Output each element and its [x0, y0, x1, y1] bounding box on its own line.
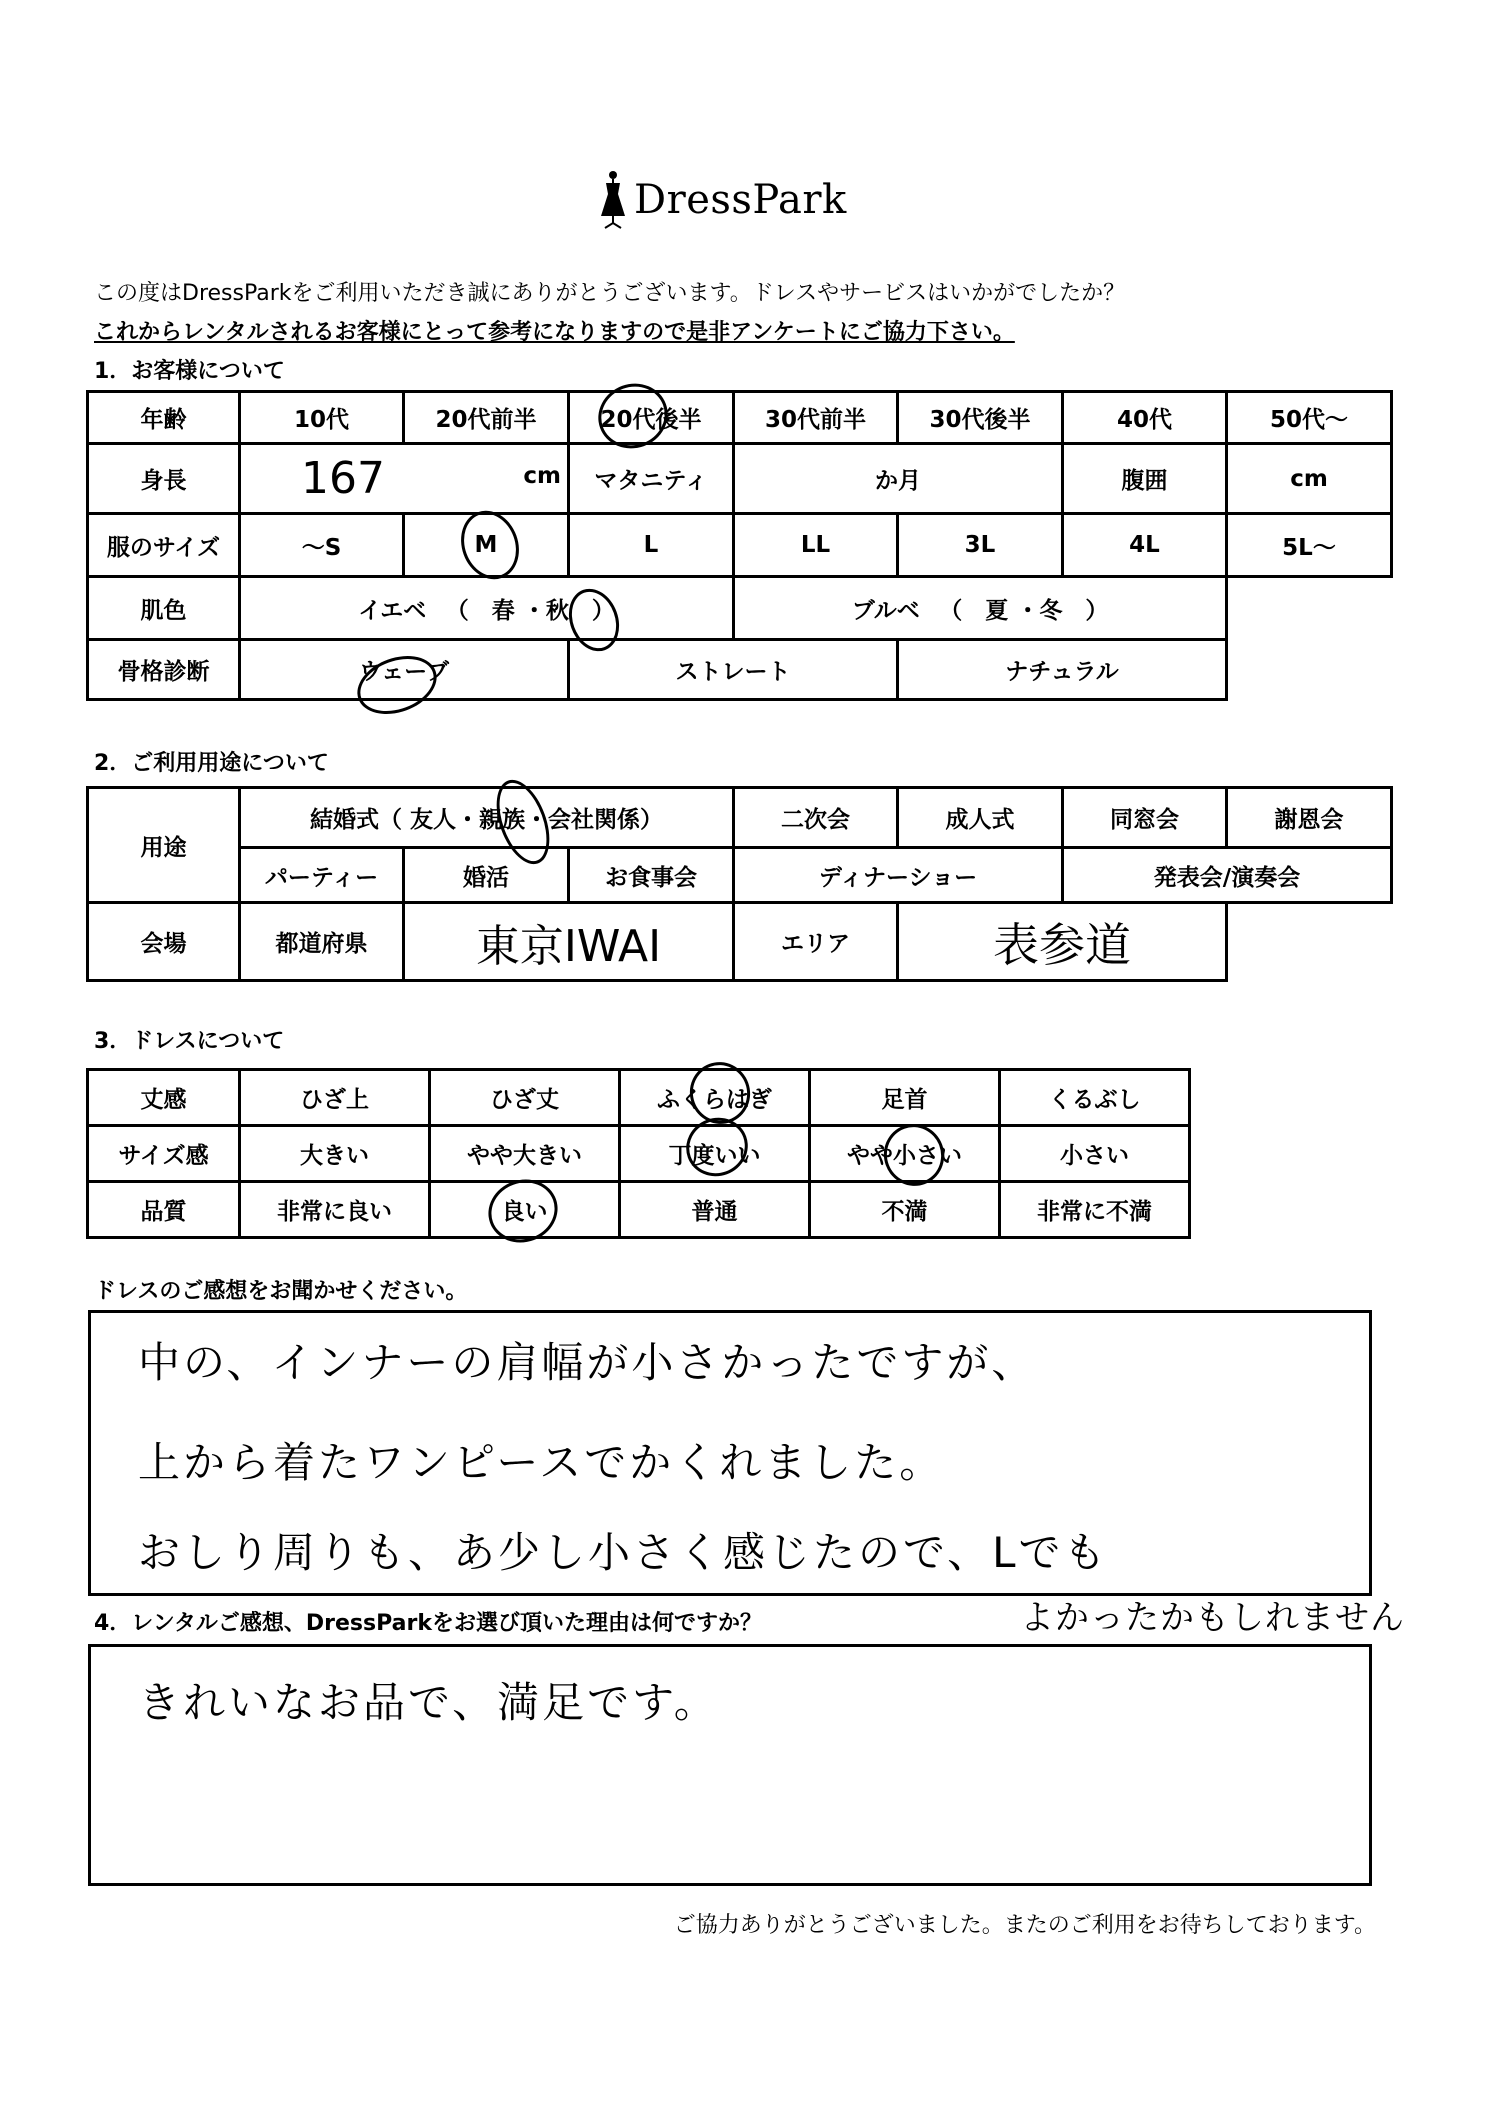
area-label: エリア	[734, 903, 898, 981]
impression-line-2: 上から着たワンピースでかくれました。	[138, 1438, 945, 1487]
yellow-base-field[interactable]: イエベ （ 春 ・秋 ）	[240, 577, 734, 640]
purpose-option[interactable]: 成人式	[898, 788, 1063, 848]
months-unit: か月	[875, 468, 921, 494]
dress-table	[86, 1068, 1191, 1239]
empty-cell	[1227, 640, 1392, 700]
logo-text: DressPark	[634, 177, 847, 223]
quality-option-selected[interactable]: 良い	[430, 1182, 620, 1238]
quality-option[interactable]: 非常に不満	[1000, 1182, 1190, 1238]
length-option[interactable]: ひざ丈	[430, 1070, 620, 1126]
quality-option[interactable]: 普通	[620, 1182, 810, 1238]
length-option-selected[interactable]: ふくらはぎ	[620, 1070, 810, 1126]
length-option[interactable]: ひざ上	[240, 1070, 430, 1126]
prefecture-label: 都道府県	[240, 903, 404, 981]
winter-option[interactable]: 冬	[1039, 597, 1063, 624]
spring-option[interactable]: 春	[491, 597, 515, 624]
fit-row	[88, 1126, 1190, 1182]
frame-option[interactable]: ナチュラル	[898, 640, 1227, 700]
maternity-months[interactable]	[734, 444, 1063, 514]
prefecture-value: 東京IWAI	[475, 920, 662, 972]
dress-mannequin-icon	[600, 170, 626, 230]
size-option[interactable]: 3L	[898, 514, 1063, 577]
company-option[interactable]: 会社関係	[548, 807, 640, 833]
family-option-selected[interactable]: 親族	[479, 807, 525, 833]
purpose-option[interactable]: 婚活	[404, 848, 569, 903]
purpose-label: 用途	[88, 788, 240, 903]
height-row	[88, 444, 1392, 514]
customer-table	[86, 390, 1393, 701]
purpose-option[interactable]: 二次会	[734, 788, 898, 848]
age-label: 年齢	[88, 392, 240, 444]
dresspark-logo	[600, 170, 847, 230]
belly-label: 腹囲	[1063, 444, 1227, 514]
usage-table	[86, 786, 1393, 982]
venue-row	[88, 903, 1392, 981]
size-option[interactable]: 4L	[1063, 514, 1227, 577]
impression-line-4: よかったかもしれません	[1020, 1598, 1405, 1638]
reason-answer: きれいなお品で、満足です。	[138, 1678, 719, 1727]
fit-option[interactable]: 丁度いい	[620, 1126, 810, 1182]
length-option[interactable]: 足首	[810, 1070, 1000, 1126]
age-option[interactable]: 30代後半	[898, 392, 1063, 444]
age-option[interactable]: 10代	[240, 392, 404, 444]
quality-option[interactable]: 非常に良い	[240, 1182, 430, 1238]
size-row	[88, 514, 1392, 577]
autumn-option-selected[interactable]: 秋	[545, 597, 569, 624]
venue-label: 会場	[88, 903, 240, 981]
fit-option-selected[interactable]: やや小さい	[810, 1126, 1000, 1182]
fit-option[interactable]: 大きい	[240, 1126, 430, 1182]
size-option-selected[interactable]: M	[404, 514, 569, 577]
frame-option[interactable]: ストレート	[569, 640, 898, 700]
skin-row	[88, 577, 1392, 640]
skin-label: 肌色	[88, 577, 240, 640]
section2-title: 2．ご利用用途について	[94, 751, 329, 776]
size-option[interactable]: LL	[734, 514, 898, 577]
size-option[interactable]: 5L～	[1227, 514, 1392, 577]
footer-thanks: ご協力ありがとうございました。またのご利用をお待ちしております。	[673, 1913, 1376, 1938]
intro-line-1: この度はDressParkをご利用いただき誠にありがとうございます。ドレスやサービスはいかがでしたか？	[94, 281, 1126, 306]
age-option[interactable]: 40代	[1063, 392, 1227, 444]
size-option[interactable]: ～S	[240, 514, 404, 577]
impression-label: ドレスのご感想をお聞かせください。	[94, 1279, 468, 1304]
age-option[interactable]: 30代前半	[734, 392, 898, 444]
age-option-selected[interactable]: 20代後半	[569, 392, 734, 444]
size-option[interactable]: L	[569, 514, 734, 577]
wedding-label: 結婚式	[309, 807, 379, 833]
height-label: 身長	[88, 444, 240, 514]
friend-option[interactable]: 友人	[410, 807, 456, 833]
quality-option[interactable]: 不満	[810, 1182, 1000, 1238]
age-option[interactable]: 50代～	[1227, 392, 1392, 444]
length-label: 丈感	[88, 1070, 240, 1126]
impression-line-1: 中の、インナーの肩幅が小さかったですが、	[138, 1338, 1037, 1387]
height-field[interactable]	[240, 444, 569, 514]
fit-option[interactable]: やや大きい	[430, 1126, 620, 1182]
age-option[interactable]: 20代前半	[404, 392, 569, 444]
intro-line-2: これからレンタルされるお客様にとって参考になりますので是非アンケートにご協力下さい。	[94, 320, 1015, 345]
purpose-option[interactable]: ディナーショー	[734, 848, 1063, 903]
section4-title: 4．レンタルご感想、DressParkをお選び頂いた理由は何ですか？	[94, 1611, 762, 1636]
age-row	[88, 392, 1392, 444]
section1-title: 1．お客様について	[94, 359, 285, 384]
prefecture-field[interactable]	[404, 903, 734, 981]
purpose-row-2	[88, 848, 1392, 903]
frame-label: 骨格診断	[88, 640, 240, 700]
belly-unit[interactable]: cm	[1227, 444, 1392, 514]
quality-label: 品質	[88, 1182, 240, 1238]
frame-row	[88, 640, 1392, 700]
size-label: 服のサイズ	[88, 514, 240, 577]
quality-row	[88, 1182, 1190, 1238]
purpose-option[interactable]: 同窓会	[1063, 788, 1227, 848]
height-unit: cm	[523, 463, 561, 489]
empty-cell	[1227, 577, 1392, 640]
purpose-option[interactable]: お食事会	[569, 848, 734, 903]
area-field[interactable]	[898, 903, 1227, 981]
summer-option[interactable]: 夏	[985, 597, 1009, 624]
fit-label: サイズ感	[88, 1126, 240, 1182]
section3-title: 3．ドレスについて	[94, 1029, 285, 1054]
blue-base-field[interactable]: ブルベ （ 夏 ・冬 ）	[734, 577, 1227, 640]
purpose-option[interactable]: 謝恩会	[1227, 788, 1392, 848]
area-value: 表参道	[993, 917, 1131, 972]
maternity-label: マタニティ	[569, 444, 734, 514]
purpose-option[interactable]: 発表会/演奏会	[1063, 848, 1392, 903]
wedding-option[interactable]: 結婚式（ 友人・親族・会社関係）	[240, 788, 734, 848]
purpose-row-1	[88, 788, 1392, 848]
purpose-option[interactable]: パーティー	[240, 848, 404, 903]
blue-base-label: ブルベ	[851, 597, 920, 624]
length-row	[88, 1070, 1190, 1126]
height-value: 167	[301, 453, 385, 504]
yellow-base-label: イエベ	[358, 597, 427, 624]
fit-option[interactable]: 小さい	[1000, 1126, 1190, 1182]
frame-option-selected[interactable]: ウェーブ	[240, 640, 569, 700]
impression-line-3: おしり周りも、あ少し小さく感じたので、Lでも	[138, 1528, 1109, 1577]
empty-cell	[1227, 903, 1392, 981]
length-option[interactable]: くるぶし	[1000, 1070, 1190, 1126]
